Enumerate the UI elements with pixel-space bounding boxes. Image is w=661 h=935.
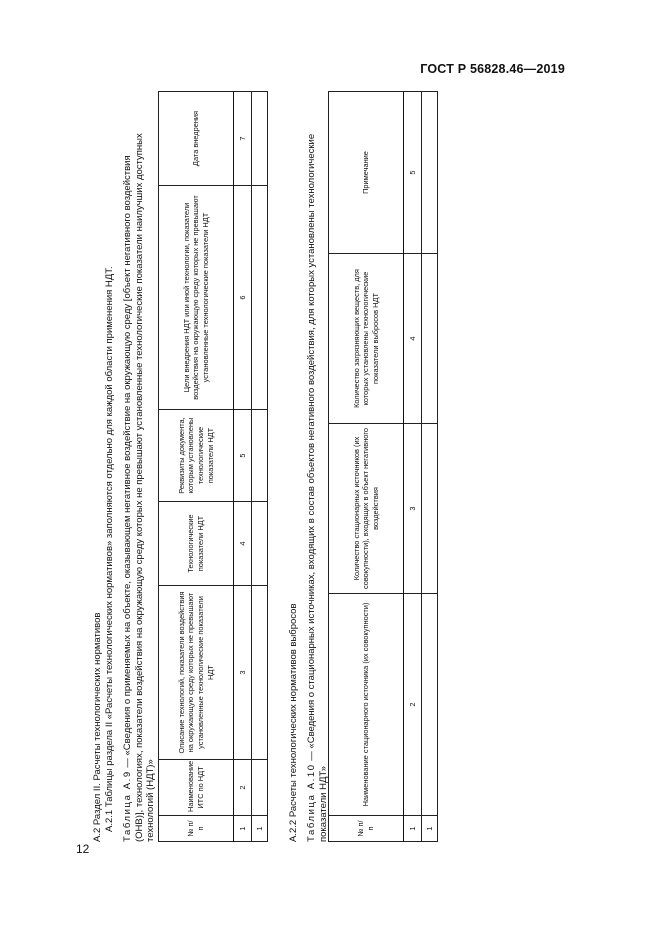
table-a9-empty-cell — [252, 410, 268, 502]
table-a10-number-cell: 2 — [404, 594, 422, 816]
section-a21-text: А.2.1 Таблицы раздела II «Расчеты технологических нормативов» заполняются отдельно для каждой области применения НДТ. — [103, 266, 115, 832]
table-a9-caption-line1 — [122, 155, 134, 842]
table-a9-caption: — «Сведения о применяемых на объекте, оказывающем негативное воздействие на окружающую среду [объект негативного воздействия — [122, 155, 133, 771]
table-a10-header-cell: Наименование стационарного источника (их совокупности) — [329, 594, 404, 816]
table-a9-label: Таблица А.9 — [122, 770, 133, 842]
table-a9-empty-cell — [252, 760, 268, 816]
table-a9-empty-cell — [252, 92, 268, 186]
table-a9-header-cell: Описание технологий, показатели воздействия на окружающую среду которых не превышают установленные технологические показатели НДТ — [159, 586, 234, 760]
table-a10-header-cell: № п/п — [329, 816, 404, 842]
table-a9-empty-cell — [252, 586, 268, 760]
table-a10-empty-cell — [422, 92, 438, 254]
table-a9-number-cell: 5 — [234, 410, 252, 502]
table-a9-header-cell: Технологические показатели НДТ — [159, 502, 234, 586]
table-a10-header-cell: Примечание — [329, 92, 404, 254]
table-a10 — [328, 91, 438, 842]
table-a10-header-cell: Количество стационарных источников (их совокупности), входящих в объект негативного воздействия — [329, 424, 404, 594]
table-a10-row-number: 1 — [422, 816, 438, 842]
table-a9-header-cell: Дата внедрения — [159, 92, 234, 186]
table-a9-number-cell: 2 — [234, 760, 252, 816]
table-a10-number-cell: 5 — [404, 92, 422, 254]
table-a9-caption-line2: (ОНВ)], технологиях, показатели воздействия на окружающую среду которых не превышают установленные технологические показатели наилучших доступных — [133, 133, 145, 842]
table-a9-header-cell: Реквизиты документа, которым установлены технологические показатели НДТ — [159, 410, 234, 502]
page-number: 12 — [76, 842, 90, 856]
section-a22-title: А.2.2 Расчеты технологических нормативов выбросов — [288, 603, 299, 842]
table-a9-empty-cell — [252, 186, 268, 410]
table-a10-empty-cell — [422, 254, 438, 424]
table-a9-number-cell: 7 — [234, 92, 252, 186]
standard-id: ГОСТ Р 56828.46—2019 — [420, 62, 565, 76]
table-a9-header-cell: № п/п — [159, 816, 234, 842]
table-a10-caption-line2: показатели НДТ» — [317, 765, 329, 842]
table-a10-empty-cell — [422, 594, 438, 816]
table-a10-empty-cell — [422, 424, 438, 594]
section-a2-title: А.2 Раздел II. Расчеты технологических нормативов — [92, 612, 103, 842]
table-a9 — [158, 91, 268, 842]
table-a9-header-cell: Цели внедрения НДТ или иной технологии, показатели воздействия на окружающую среду которых не превышают установленные технологические показатели НДТ — [159, 186, 234, 410]
table-a9-number-cell: 6 — [234, 186, 252, 410]
rotated-content — [92, 92, 434, 842]
table-a9-number-cell: 1 — [234, 816, 252, 842]
table-a10-number-cell: 4 — [404, 254, 422, 424]
table-a9-number-cell: 4 — [234, 502, 252, 586]
table-a10-caption-line1 — [306, 134, 318, 842]
table-a9-caption-line3: технологий (НДТ)» — [145, 759, 157, 842]
table-a9-empty-cell — [252, 502, 268, 586]
table-a9-header-cell: Наименование ИТС по НДТ — [159, 760, 234, 816]
table-a10-header-cell: Количество загрязняющих веществ, для которых установлены технологические показатели выбросов НДТ — [329, 254, 404, 424]
table-a9-number-cell: 3 — [234, 586, 252, 760]
table-a10-caption: — «Сведения о стационарных источниках, входящих в состав объектов негативного воздействия, для которых установлены технологические — [306, 133, 317, 764]
table-a9-row-number: 1 — [252, 816, 268, 842]
table-a10-label: Таблица А.10 — [306, 763, 317, 842]
table-a10-number-cell: 3 — [404, 424, 422, 594]
table-a10-number-cell: 1 — [404, 816, 422, 842]
